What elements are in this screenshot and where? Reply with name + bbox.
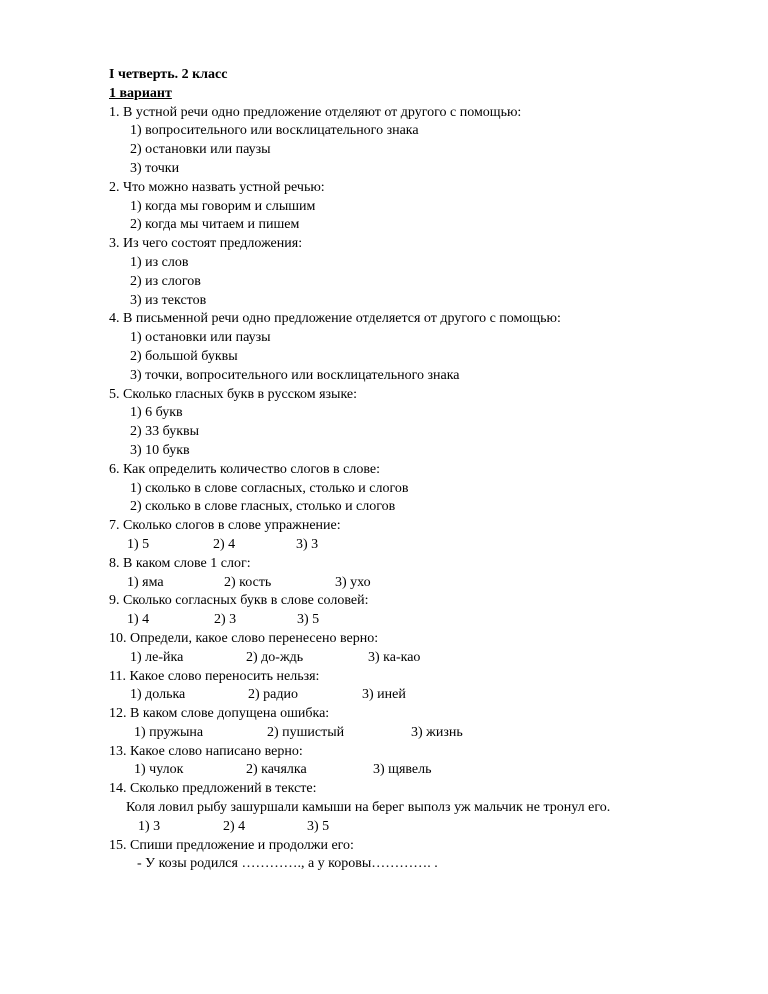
question-10: 10. Определи, какое слово перенесено верно: (109, 630, 379, 646)
q5-option-1: 1) 6 букв (130, 405, 183, 421)
q7-options (109, 536, 729, 555)
q11-options (109, 686, 729, 705)
q12-option-1: 1) пружына (134, 724, 204, 740)
question-6: 6. Как определить количество слогов в слове: (109, 461, 380, 477)
q1-option-2: 2) остановки или паузы (130, 142, 271, 158)
question-15: 15. Спиши предложение и продолжи его: (109, 837, 354, 853)
q15-fill-in-line: - У козы родился …………., а у коровы…………. . (137, 856, 438, 872)
q7-option-1: 1) 5 (127, 536, 150, 552)
question-13: 13. Какое слово написано верно: (109, 743, 303, 759)
question-2: 2. Что можно назвать устной речью: (109, 179, 325, 195)
q10-options (109, 649, 729, 668)
q5-option-2: 2) 33 буквы (130, 424, 200, 440)
q11-option-1: 1) долька (130, 687, 186, 703)
variant-heading: 1 вариант (109, 85, 172, 101)
question-4: 4. В письменной речи одно предложение отделяется от другого с помощью: (109, 311, 561, 327)
q10-option-3: 3) ка-као (368, 649, 421, 665)
q13-option-1: 1) чулок (134, 762, 184, 778)
q8-option-3: 3) ухо (335, 574, 371, 590)
q6-option-1: 1) сколько в слове согласных, столько и слогов (130, 480, 409, 496)
q1-option-3: 3) точки (130, 160, 180, 176)
q6-option-2: 2) сколько в слове гласных, столько и слогов (130, 499, 396, 515)
q14-option-2: 2) 4 (223, 818, 246, 834)
q4-option-2: 2) большой буквы (130, 348, 238, 364)
q10-option-2: 2) до-ждь (246, 649, 304, 665)
question-7: 7. Сколько слогов в слове упражнение: (109, 518, 341, 534)
q9-option-2: 2) 3 (214, 612, 237, 628)
q14-options (109, 818, 729, 837)
q2-option-1: 1) когда мы говорим и слышим (130, 198, 316, 214)
q4-option-1: 1) остановки или паузы (130, 330, 271, 346)
question-3: 3. Из чего состоят предложения: (109, 236, 303, 252)
question-8: 8. В каком слове 1 слог: (109, 555, 251, 571)
q12-options (109, 724, 729, 743)
q8-option-2: 2) кость (224, 574, 272, 590)
q9-options (109, 611, 729, 630)
q7-option-2: 2) 4 (213, 536, 236, 552)
question-12: 12. В каком слове допущена ошибка: (109, 706, 330, 722)
q9-option-1: 1) 4 (127, 612, 150, 628)
q11-option-3: 3) иней (362, 687, 406, 703)
question-11: 11. Какое слово переносить нельзя: (109, 668, 320, 684)
q13-option-3: 3) щявель (373, 762, 432, 778)
q5-option-3: 3) 10 букв (130, 442, 190, 458)
q8-option-1: 1) яма (127, 574, 164, 590)
q10-option-1: 1) ле-йка (130, 649, 184, 665)
q14-text-passage: Коля ловил рыбу зашуршали камыши на берег выполз уж мальчик не тронул его. (126, 800, 611, 816)
question-14: 14. Сколько предложений в тексте: (109, 781, 317, 797)
q1-option-1: 1) вопросительного или восклицательного знака (130, 123, 419, 139)
q13-options (109, 761, 729, 780)
test-content (109, 66, 729, 874)
q13-option-2: 2) качялка (246, 762, 307, 778)
question-9: 9. Сколько согласных букв в слове соловей: (109, 593, 369, 609)
q8-options (109, 574, 729, 593)
q12-option-3: 3) жизнь (411, 724, 463, 740)
q3-option-2: 2) из слогов (130, 273, 201, 289)
q3-option-3: 3) из текстов (130, 292, 207, 308)
q2-option-2: 2) когда мы читаем и пишем (130, 217, 300, 233)
q11-option-2: 2) радио (248, 687, 298, 703)
q7-option-3: 3) 3 (296, 536, 319, 552)
question-5: 5. Сколько гласных букв в русском языке: (109, 386, 358, 402)
q12-option-2: 2) пушистый (267, 724, 345, 740)
q3-option-1: 1) из слов (130, 254, 189, 270)
page-title: I четверть. 2 класс (109, 67, 228, 82)
q9-option-3: 3) 5 (297, 612, 320, 628)
q14-option-1: 1) 3 (138, 818, 161, 834)
question-1: 1. В устной речи одно предложение отделяют от другого с помощью: (109, 104, 522, 120)
q4-option-3: 3) точки, вопросительного или восклицательного знака (130, 367, 460, 383)
q14-option-3: 3) 5 (307, 818, 330, 834)
